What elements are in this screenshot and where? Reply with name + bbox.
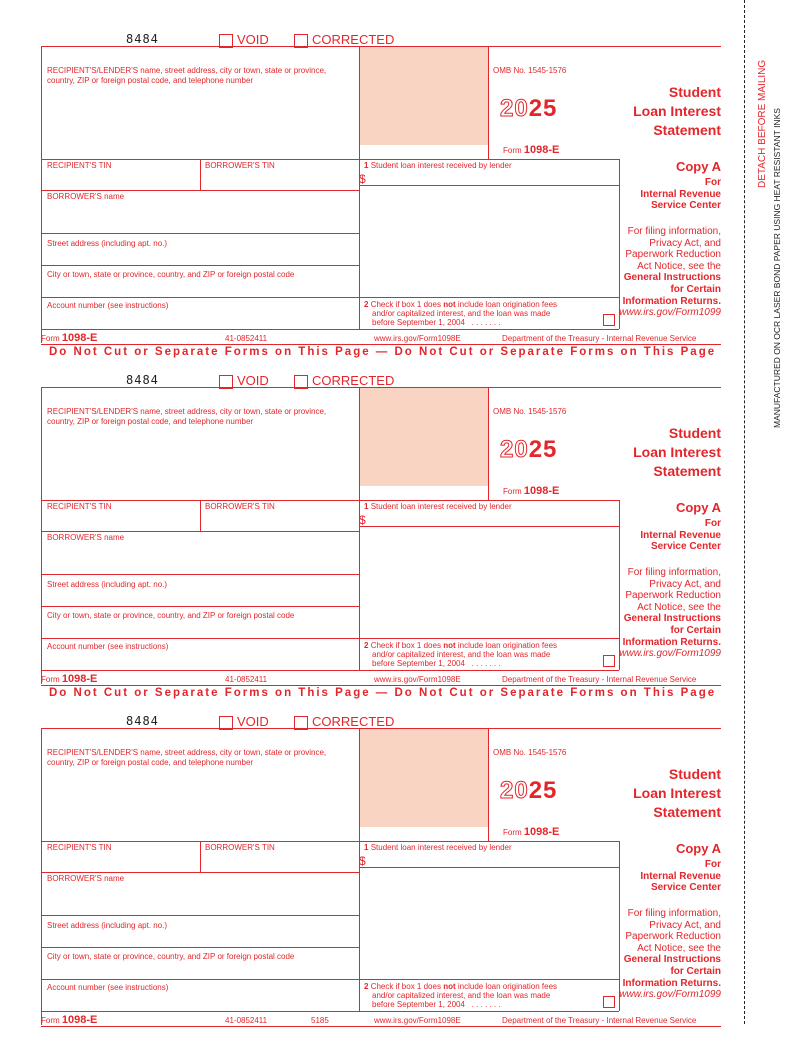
account-label: Account number (see instructions)	[47, 301, 169, 310]
dollar-sign: $	[359, 854, 366, 868]
dollar-sign: $	[359, 513, 366, 527]
borrower-name-field[interactable]	[47, 886, 353, 912]
street-label: Street address (including apt. no.)	[47, 921, 168, 930]
irs-center-label: For Internal Revenue Service Center	[640, 177, 721, 212]
catalog-number: 41-0852411	[225, 1016, 268, 1025]
copy-a-label: Copy A	[675, 500, 721, 515]
form-id-bottom: Form 1098-E	[41, 1014, 98, 1026]
shaded-area	[360, 47, 488, 145]
corrected-label: CORRECTED	[312, 714, 395, 729]
do-not-cut-notice: Do Not Cut or Separate Forms on This Page — Do Not Cut or Separate Forms on This Page	[49, 346, 717, 358]
borrower-tin-label: BORROWER'S TIN	[205, 161, 275, 170]
recipient-tin-field[interactable]	[47, 513, 195, 529]
borrower-tin-label: BORROWER'S TIN	[205, 502, 275, 511]
detach-note: DETACH BEFORE MAILING	[757, 59, 768, 188]
filing-info: For filing information, Privacy Act, and Paperwork Reduction Act Notice, see the General Instructions for Certain Information Returns. www.irs.gov/Form1099	[619, 908, 721, 1001]
catalog-extra: 5185	[311, 1016, 329, 1025]
omb-number: OMB No. 1545-1576	[493, 66, 567, 75]
tax-year: 2025	[500, 436, 558, 463]
omb-number: OMB No. 1545-1576	[493, 407, 567, 416]
box1-amount-field[interactable]	[372, 511, 612, 525]
form-code: 8484	[126, 373, 159, 387]
account-field[interactable]	[47, 312, 353, 327]
form-id-top: Form 1098-E	[503, 144, 560, 156]
form-title: Student Loan Interest Statement	[633, 766, 721, 820]
recipient-lender-label: RECIPIENT'S/LENDER'S name, street address, city or town, state or province, country, ZIP or foreign postal code, and telephone number	[47, 748, 327, 767]
borrower-name-label: BORROWER'S name	[47, 874, 125, 883]
recipient-tin-label: RECIPIENT'S TIN	[47, 502, 112, 511]
borrower-name-field[interactable]	[47, 204, 353, 230]
corrected-label: CORRECTED	[312, 373, 395, 388]
form-title: Student Loan Interest Statement	[633, 425, 721, 479]
treasury-label: Department of the Treasury - Internal Revenue Service	[502, 675, 697, 684]
form-id-top: Form 1098-E	[503, 826, 560, 838]
box1-label: 1 Student loan interest received by lender	[364, 502, 512, 511]
corrected-label: CORRECTED	[312, 32, 395, 47]
filing-info: For filing information, Privacy Act, and Paperwork Reduction Act Notice, see the General Instructions for Certain Information Returns. www.irs.gov/Form1099	[619, 226, 721, 319]
borrower-tin-field[interactable]	[205, 172, 355, 188]
box2-label: 2 Check if box 1 does not include loan origination fees and/or capitalized interest, and the loan was made before September 1, 2004 . . . . . . .	[364, 641, 558, 668]
borrower-tin-field[interactable]	[205, 513, 355, 529]
account-label: Account number (see instructions)	[47, 642, 169, 651]
shaded-area	[360, 388, 488, 486]
street-label: Street address (including apt. no.)	[47, 580, 168, 589]
borrower-name-label: BORROWER'S name	[47, 533, 125, 542]
shaded-area	[360, 729, 488, 827]
treasury-label: Department of the Treasury - Internal Revenue Service	[502, 1016, 697, 1025]
omb-number: OMB No. 1545-1576	[493, 748, 567, 757]
form-title: Student Loan Interest Statement	[633, 84, 721, 138]
recipient-lender-label: RECIPIENT'S/LENDER'S name, street address, city or town, state or province, country, ZIP or foreign postal code, and telephone number	[47, 66, 327, 85]
city-label: City or town, state or province, country, and ZIP or foreign postal code	[47, 952, 295, 961]
account-field[interactable]	[47, 994, 353, 1009]
form-1098e-3	[0, 714, 791, 1056]
account-label: Account number (see instructions)	[47, 983, 169, 992]
filing-info: For filing information, Privacy Act, and Paperwork Reduction Act Notice, see the General Instructions for Certain Information Returns. www.irs.gov/Form1099	[619, 567, 721, 660]
manufactured-note: MANUFACTURED ON OCR LASER BOND PAPER USING HEAT RESISTANT INKS	[772, 108, 782, 428]
street-field[interactable]	[47, 591, 353, 604]
void-label: VOID	[237, 373, 269, 388]
recipient-lender-label: RECIPIENT'S/LENDER'S name, street address, city or town, state or province, country, ZIP or foreign postal code, and telephone number	[47, 407, 327, 426]
street-label: Street address (including apt. no.)	[47, 239, 168, 248]
recipient-lender-field[interactable]	[47, 90, 353, 156]
box1-label: 1 Student loan interest received by lender	[364, 161, 512, 170]
box2-label: 2 Check if box 1 does not include loan origination fees and/or capitalized interest, and the loan was made before September 1, 2004 . . . . . . .	[364, 982, 558, 1009]
street-field[interactable]	[47, 250, 353, 263]
recipient-tin-field[interactable]	[47, 854, 195, 870]
borrower-tin-label: BORROWER'S TIN	[205, 843, 275, 852]
borrower-name-label: BORROWER'S name	[47, 192, 125, 201]
form-id-top: Form 1098-E	[503, 485, 560, 497]
form-code: 8484	[126, 32, 159, 46]
void-label: VOID	[237, 32, 269, 47]
form-id-bottom: Form 1098-E	[41, 673, 98, 685]
street-field[interactable]	[47, 932, 353, 945]
tax-year: 2025	[500, 777, 558, 804]
do-not-cut-notice: Do Not Cut or Separate Forms on This Page — Do Not Cut or Separate Forms on This Page	[49, 687, 717, 699]
footer-url: www.irs.gov/Form1098E	[374, 675, 461, 684]
city-label: City or town, state or province, country, and ZIP or foreign postal code	[47, 611, 295, 620]
copy-a-label: Copy A	[675, 159, 721, 174]
form-1098e-2	[0, 373, 791, 715]
city-label: City or town, state or province, country, and ZIP or foreign postal code	[47, 270, 295, 279]
box2-label: 2 Check if box 1 does not include loan origination fees and/or capitalized interest, and the loan was made before September 1, 2004 . . . . . . .	[364, 300, 558, 327]
tax-year: 2025	[500, 95, 558, 122]
city-field[interactable]	[47, 963, 353, 977]
footer-url: www.irs.gov/Form1098E	[374, 1016, 461, 1025]
account-field[interactable]	[47, 653, 353, 668]
footer-url: www.irs.gov/Form1098E	[374, 334, 461, 343]
borrower-tin-field[interactable]	[205, 854, 355, 870]
form-code: 8484	[126, 714, 159, 728]
form-1098e-1	[0, 32, 791, 374]
void-label: VOID	[237, 714, 269, 729]
irs-center-label: For Internal Revenue Service Center	[640, 518, 721, 553]
box1-amount-field[interactable]	[372, 170, 612, 184]
recipient-tin-field[interactable]	[47, 172, 195, 188]
box2-checkbox[interactable]	[603, 314, 615, 326]
catalog-number: 41-0852411	[225, 675, 268, 684]
dollar-sign: $	[359, 172, 366, 186]
recipient-tin-label: RECIPIENT'S TIN	[47, 843, 112, 852]
form-id-bottom: Form 1098-E	[41, 332, 98, 344]
borrower-name-field[interactable]	[47, 545, 353, 571]
recipient-lender-field[interactable]	[47, 431, 353, 497]
box2-checkbox[interactable]	[603, 996, 615, 1008]
copy-a-label: Copy A	[675, 841, 721, 856]
box1-label: 1 Student loan interest received by lender	[364, 843, 512, 852]
box1-amount-field[interactable]	[372, 852, 612, 866]
recipient-tin-label: RECIPIENT'S TIN	[47, 161, 112, 170]
recipient-lender-field[interactable]	[47, 772, 353, 838]
irs-center-label: For Internal Revenue Service Center	[640, 859, 721, 894]
catalog-number: 41-0852411	[225, 334, 268, 343]
city-field[interactable]	[47, 622, 353, 636]
box2-checkbox[interactable]	[603, 655, 615, 667]
treasury-label: Department of the Treasury - Internal Revenue Service	[502, 334, 697, 343]
city-field[interactable]	[47, 281, 353, 295]
